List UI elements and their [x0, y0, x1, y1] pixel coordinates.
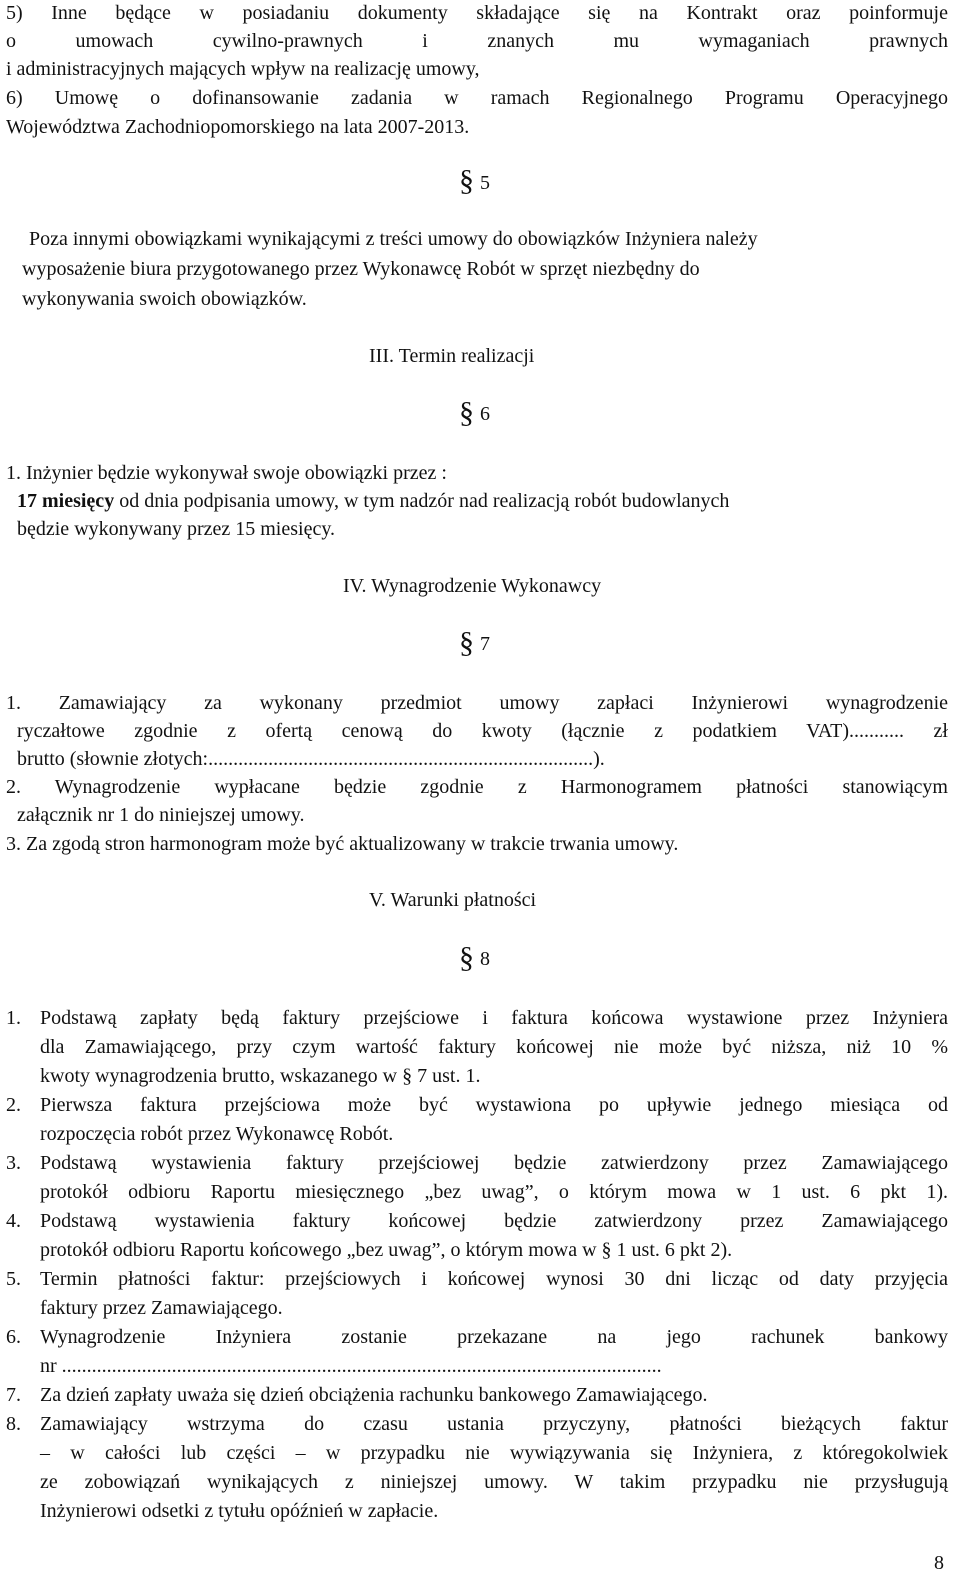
paragraph-line: wykonywania swoich obowiązków. [22, 288, 307, 310]
chapter-heading: V. Warunki płatności [369, 889, 537, 911]
item-line: – w całości lub części – w przypadku nie wywiązywania się Inżyniera, z któregokolwiek [40, 1442, 948, 1464]
item-number: 4. [6, 1210, 21, 1232]
paragraph-line: załącznik nr 1 do niniejszej umowy. [17, 804, 305, 826]
paragraph-line: 1. Zamawiający za wykonany przedmiot umowy zapłaci Inżynierowi wynagrodzenie [6, 692, 948, 714]
item-line: kwoty wynagrodzenia brutto, wskazanego w § 7 ust. 1. [40, 1065, 481, 1087]
paragraph-line: 1. Inżynier będzie wykonywał swoje obowiązki przez : [6, 462, 447, 484]
section-symbol: § [459, 164, 474, 197]
chapter-heading: IV. Wynagrodzenie Wykonawcy [343, 575, 602, 597]
section-number: 8 [480, 948, 490, 970]
paragraph-line: brutto (słownie złotych:.............................................................................). [17, 748, 605, 770]
item-line: Podstawą zapłaty będą faktury przejściowe i faktura końcowa wystawione przez Inżyniera [40, 1007, 948, 1029]
item-line: protokół odbioru Raportu końcowego „bez uwag”, o którym mowa w § 1 ust. 6 pkt 2). [40, 1239, 733, 1261]
item-number: 2. [6, 1094, 21, 1116]
item-line: Zamawiający wstrzyma do czasu ustania przyczyny, płatności bieżących faktur [40, 1413, 948, 1435]
item-number: 7. [6, 1384, 21, 1406]
list-item-5: 5) Inne będące w posiadaniu dokumenty składające się na Kontrakt oraz poinformuje [6, 2, 948, 24]
list-item-6: 6) Umowę o dofinansowanie zadania w ramach Regionalnego Programu Operacyjnego [6, 87, 948, 109]
paragraph-line: będzie wykonywany przez 15 miesięcy. [17, 518, 336, 540]
paragraph-line [17, 488, 729, 514]
item-line: ze zobowiązań wynikających z niniejszej umowy. W takim przypadku nie przysługują [40, 1471, 948, 1493]
item-number: 5. [6, 1268, 21, 1290]
text-line: Województwa Zachodniopomorskiego na lata 2007-2013. [6, 116, 470, 138]
item-line: Pierwsza faktura przejściowa może być wystawiona po upływie jednego miesiąca od [40, 1094, 948, 1116]
item-line: Podstawą wystawienia faktury przejściowej będzie zatwierdzony przez Zamawiającego [40, 1152, 948, 1174]
item-number: 1. [6, 1007, 21, 1029]
text-span: od dnia podpisania umowy, w tym nadzór nad realizacją robót budowlanych [114, 490, 730, 512]
item-line: faktury przez Zamawiającego. [40, 1297, 283, 1319]
item-line: Za dzień zapłaty uważa się dzień obciążenia rachunku bankowego Zamawiającego. [40, 1384, 708, 1406]
section-symbol: § [459, 626, 474, 659]
section-symbol: § [459, 941, 474, 974]
text-line: o umowach cywilno-prawnych i znanych mu wymaganiach prawnych [6, 30, 948, 52]
item-line: rozpoczęcia robót przez Wykonawcę Robót. [40, 1123, 394, 1145]
section-number: 6 [480, 403, 490, 425]
item-line: nr ........................................................................................................................ [40, 1355, 662, 1377]
item-line: Podstawą wystawienia faktury końcowej będzie zatwierdzony przez Zamawiającego [40, 1210, 948, 1232]
paragraph-line: 2. Wynagrodzenie wypłacane będzie zgodnie z Harmonogramem płatności stanowiącym [6, 776, 948, 798]
item-line: Inżynierowi odsetki z tytułu opóźnień w zapłacie. [40, 1500, 439, 1522]
paragraph-line: 3. Za zgodą stron harmonogram może być aktualizowany w trakcie trwania umowy. [6, 833, 679, 855]
section-symbol: § [459, 396, 474, 429]
item-line: Termin płatności faktur: przejściowych i końcowej wynosi 30 dni licząc od daty przyjęcia [40, 1268, 948, 1290]
section-number: 5 [480, 172, 490, 194]
paragraph-line: Poza innymi obowiązkami wynikającymi z treści umowy do obowiązków Inżyniera należy [29, 228, 758, 250]
item-line: protokół odbioru Raportu miesięcznego „bez uwag”, o którym mowa w 1 ust. 6 pkt 1). [40, 1181, 948, 1203]
item-number: 3. [6, 1152, 21, 1174]
paragraph-line: wyposażenie biura przygotowanego przez Wykonawcę Robót w sprzęt niezbędny do [22, 258, 700, 280]
paragraph-line: ryczałtowe zgodnie z ofertą cenową do kwoty (łącznie z podatkiem VAT)........... zł [17, 720, 948, 742]
item-number: 6. [6, 1326, 21, 1348]
item-line: dla Zamawiającego, przy czym wartość faktury końcowej nie może być niższa, niż 10 % [40, 1036, 948, 1058]
item-number: 8. [6, 1413, 21, 1435]
item-line: Wynagrodzenie Inżyniera zostanie przekazane na jego rachunek bankowy [40, 1326, 948, 1348]
page-number: 8 [934, 1552, 944, 1574]
text-line: i administracyjnych mających wpływ na realizację umowy, [6, 58, 480, 80]
duration-bold: 17 miesięcy [17, 490, 115, 512]
section-number: 7 [480, 633, 490, 655]
chapter-heading: III. Termin realizacji [369, 345, 535, 367]
